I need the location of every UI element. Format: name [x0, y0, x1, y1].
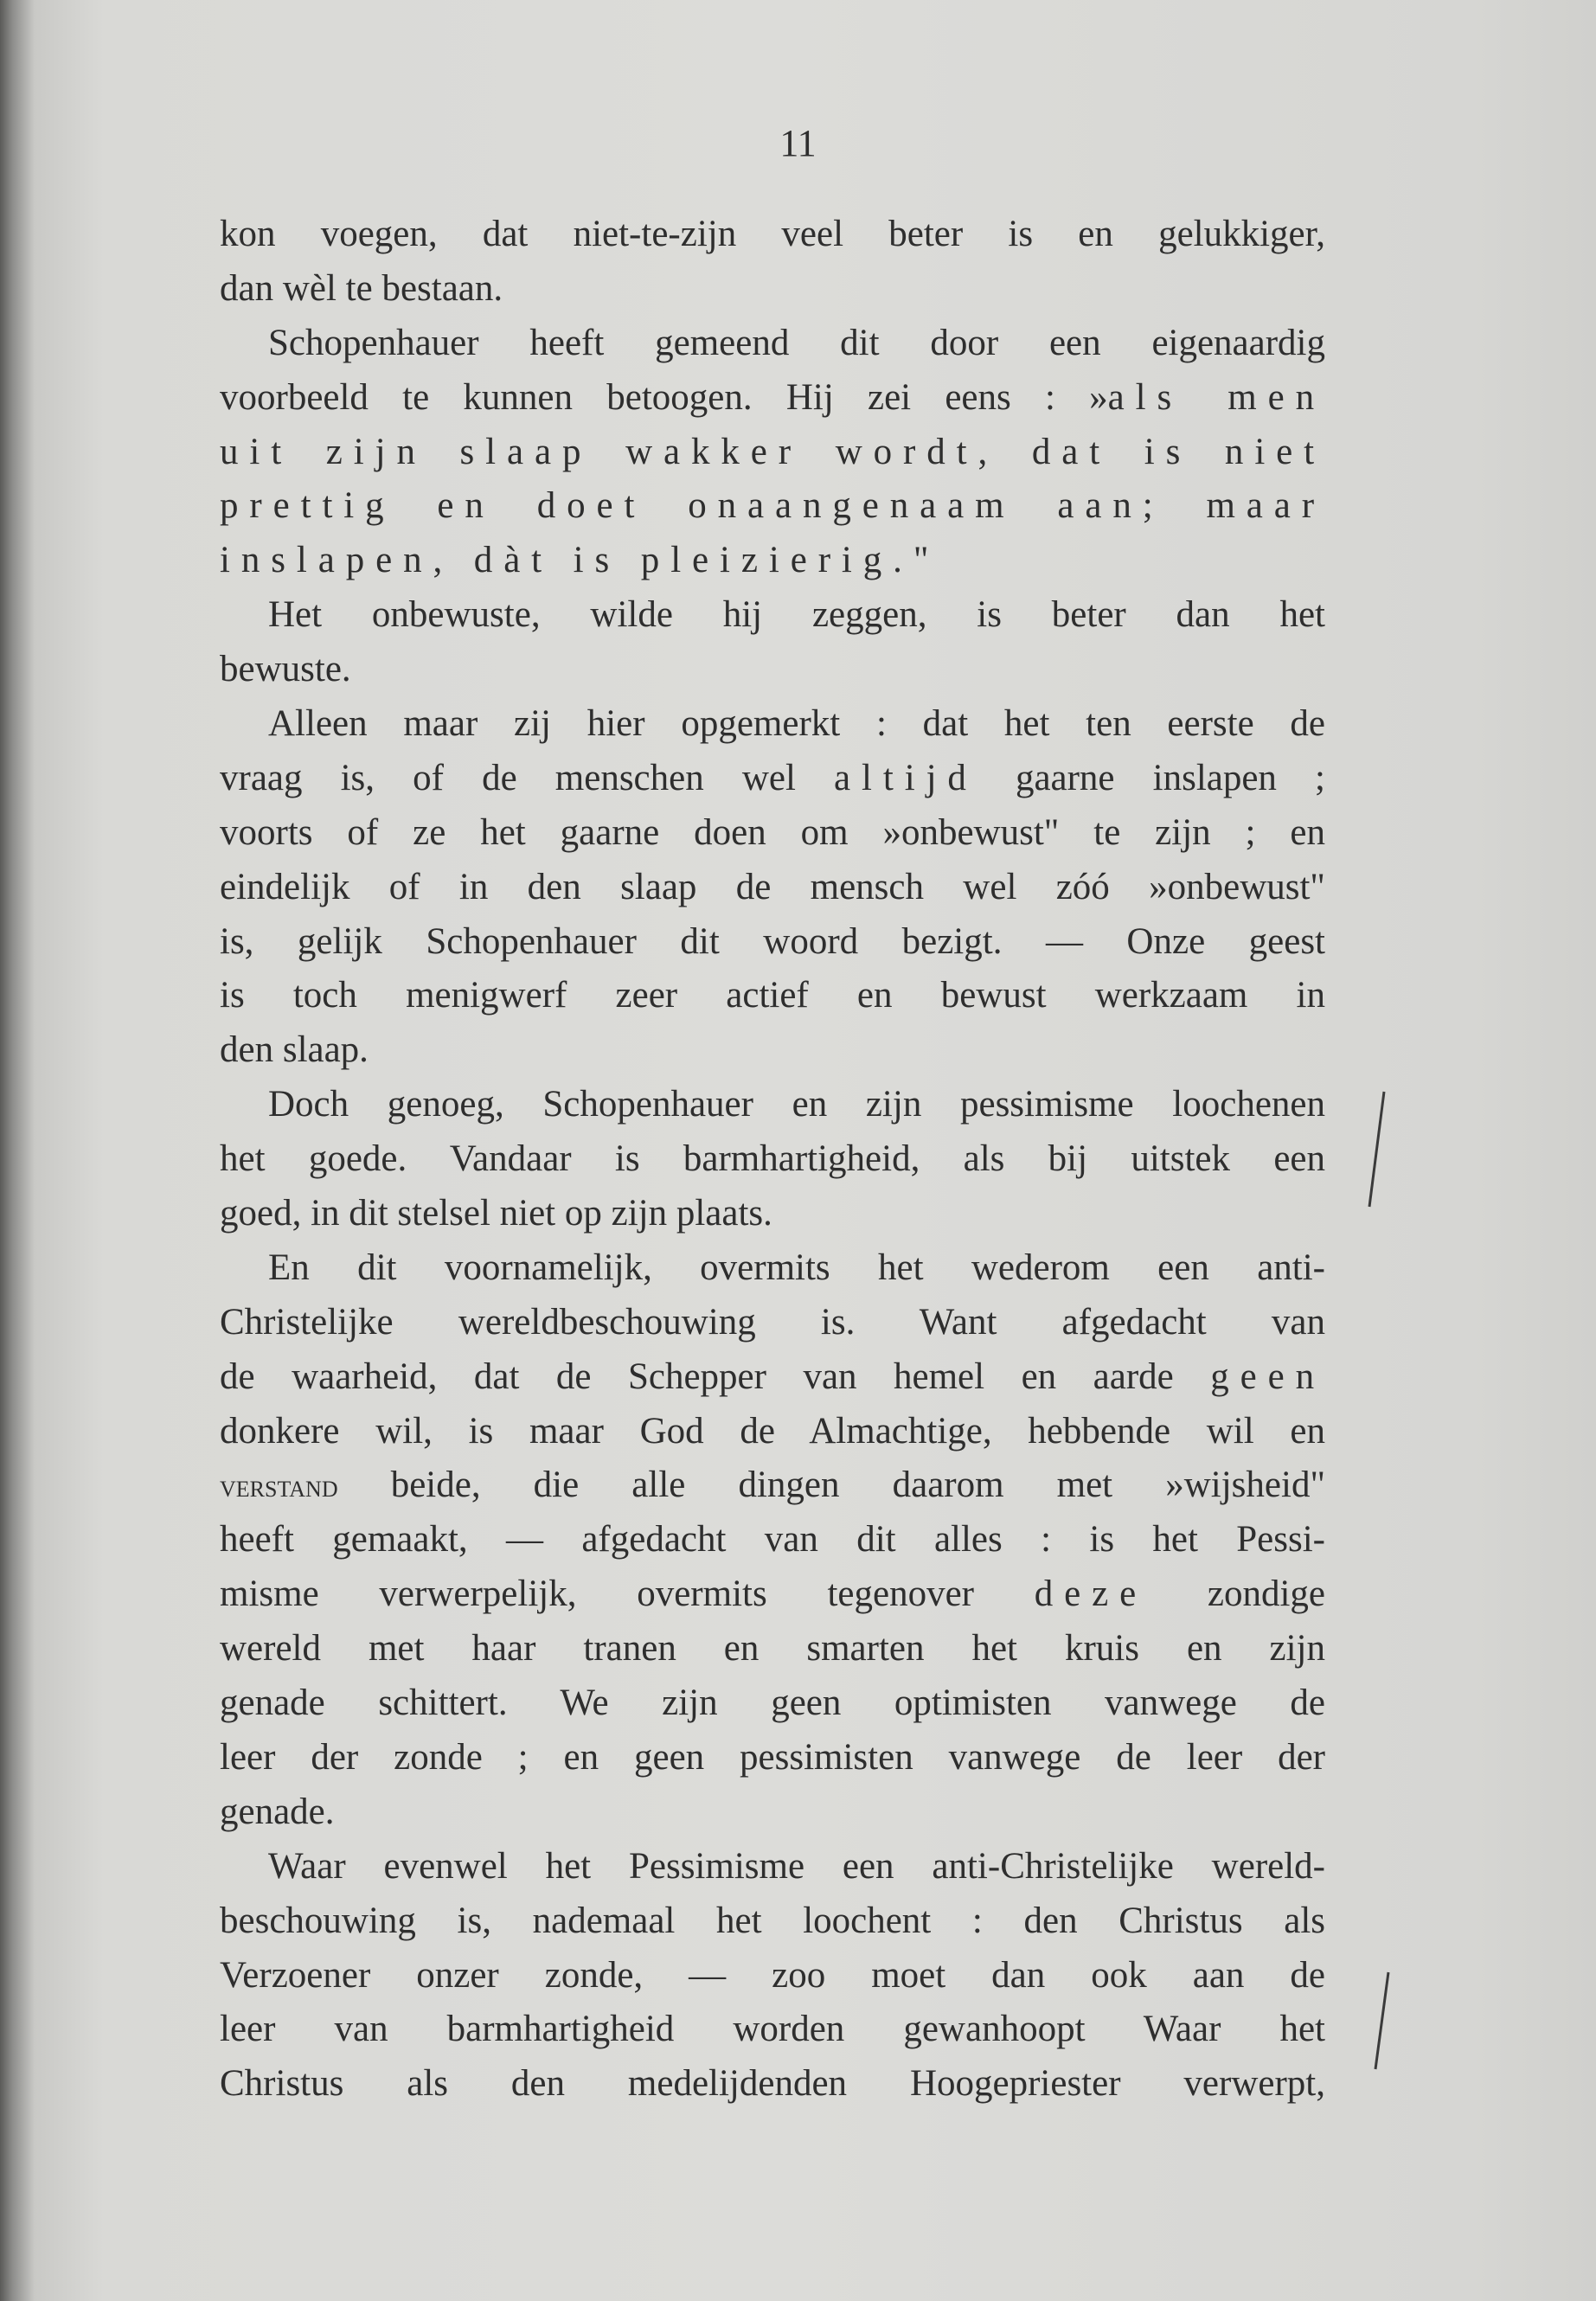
text-segment: beschouwing is, nademaal het loochent : den Christus als: [220, 1900, 1325, 1941]
spaced-emphasis-text: deze: [1034, 1574, 1148, 1615]
margin-pencil-mark: [1369, 1092, 1384, 1207]
spaced-emphasis-text: uit zijn slaap wakker wordt, dat is niet: [220, 431, 1325, 472]
spaced-emphasis-text: prettig en doet onaangenaam aan; maar: [220, 485, 1325, 527]
text-segment: is toch menigwerf zeer actief en bewust werkzaam in: [220, 975, 1325, 1016]
text-segment: zondige: [1147, 1574, 1325, 1615]
text-segment: vraag is, of de menschen wel: [220, 757, 835, 798]
text-segment: bewuste.: [220, 649, 351, 690]
text-segment: Christelijke wereldbeschouwing is. Want afgedacht van: [220, 1301, 1325, 1343]
text-segment: Alleen maar zij hier opgemerkt : dat het ten eerste de: [268, 703, 1325, 745]
text-segment: dan wèl te bestaan.: [220, 267, 503, 309]
page-number: 11: [779, 122, 817, 164]
text-segment: den slaap.: [220, 1029, 369, 1071]
text-segment: leer der zonde ; en geen pessimisten vanwege de leer der: [220, 1736, 1325, 1778]
spaced-emphasis-text: inslapen, dàt is pleizierig.": [220, 540, 940, 581]
text-segment: Schopenhauer heeft gemeend dit door een eigenaardig: [268, 322, 1325, 363]
text-segment: de waarheid, dat de Schepper van hemel en aarde: [220, 1356, 1211, 1397]
text-segment: voorts of ze het gaarne doen om »onbewust" te zijn ; en: [220, 811, 1325, 853]
text-segment: misme verwerpelijk, overmits tegenover: [220, 1574, 1035, 1615]
text-segment: genade schittert. We zijn geen optimisten vanwege de: [220, 1682, 1325, 1724]
text-segment: donkere wil, is maar God de Almachtige, hebbende wil en: [220, 1410, 1325, 1452]
text-segment: heeft gemaakt, — afgedacht van dit alles : is het Pessi-: [220, 1519, 1325, 1561]
text-segment: Het onbewuste, wilde hij zeggen, is beter dan het: [268, 594, 1325, 636]
text-segment: Verzoener onzer zonde, — zoo moet dan ook aan de: [220, 1954, 1325, 1996]
text-segment: wereld met haar tranen en smarten het kruis en zijn: [220, 1628, 1325, 1670]
text-segment: is, gelijk Schopenhauer dit woord bezigt. — Onze geest: [220, 920, 1325, 962]
text-segment: leer van barmhartigheid worden gewanhoopt Waar het: [220, 2009, 1325, 2050]
margin-pencil-mark: [1375, 1972, 1388, 2069]
text-segment: En dit voornamelijk, overmits het wederom een anti-: [268, 1247, 1325, 1288]
spaced-emphasis-text: als men: [1107, 376, 1325, 418]
text-segment: gaarne inslapen ;: [977, 757, 1325, 798]
spaced-emphasis-text: altijd: [834, 757, 977, 798]
text-segment: verstand: [220, 1468, 338, 1504]
text-segment: kon voegen, dat niet-te-zijn veel beter is en gelukkiger,: [220, 214, 1325, 254]
text-segment: Waar evenwel het Pessimisme een anti-Christelijke wereld-: [268, 1845, 1325, 1887]
text-segment: het goede. Vandaar is barmhartigheid, als bij uitstek een: [220, 1138, 1325, 1180]
text-segment: beide, die alle dingen daarom met »wijsheid": [337, 1465, 1325, 1506]
text-segment: voorbeeld te kunnen betoogen. Hij zei eens : »: [220, 376, 1108, 418]
text-segment: genade.: [220, 1791, 335, 1832]
spaced-emphasis-text: geen: [1210, 1356, 1325, 1397]
text-segment: eindelijk of in den slaap de mensch wel zóó »onbewust": [220, 866, 1325, 907]
text-segment: goed, in dit stelsel niet op zijn plaats.: [220, 1193, 772, 1234]
text-segment: Doch genoeg, Schopenhauer en zijn pessimisme loochenen: [268, 1084, 1325, 1125]
text-segment: Christus als den medelijdenden Hoogepriester verwerpt,: [220, 2063, 1325, 2105]
